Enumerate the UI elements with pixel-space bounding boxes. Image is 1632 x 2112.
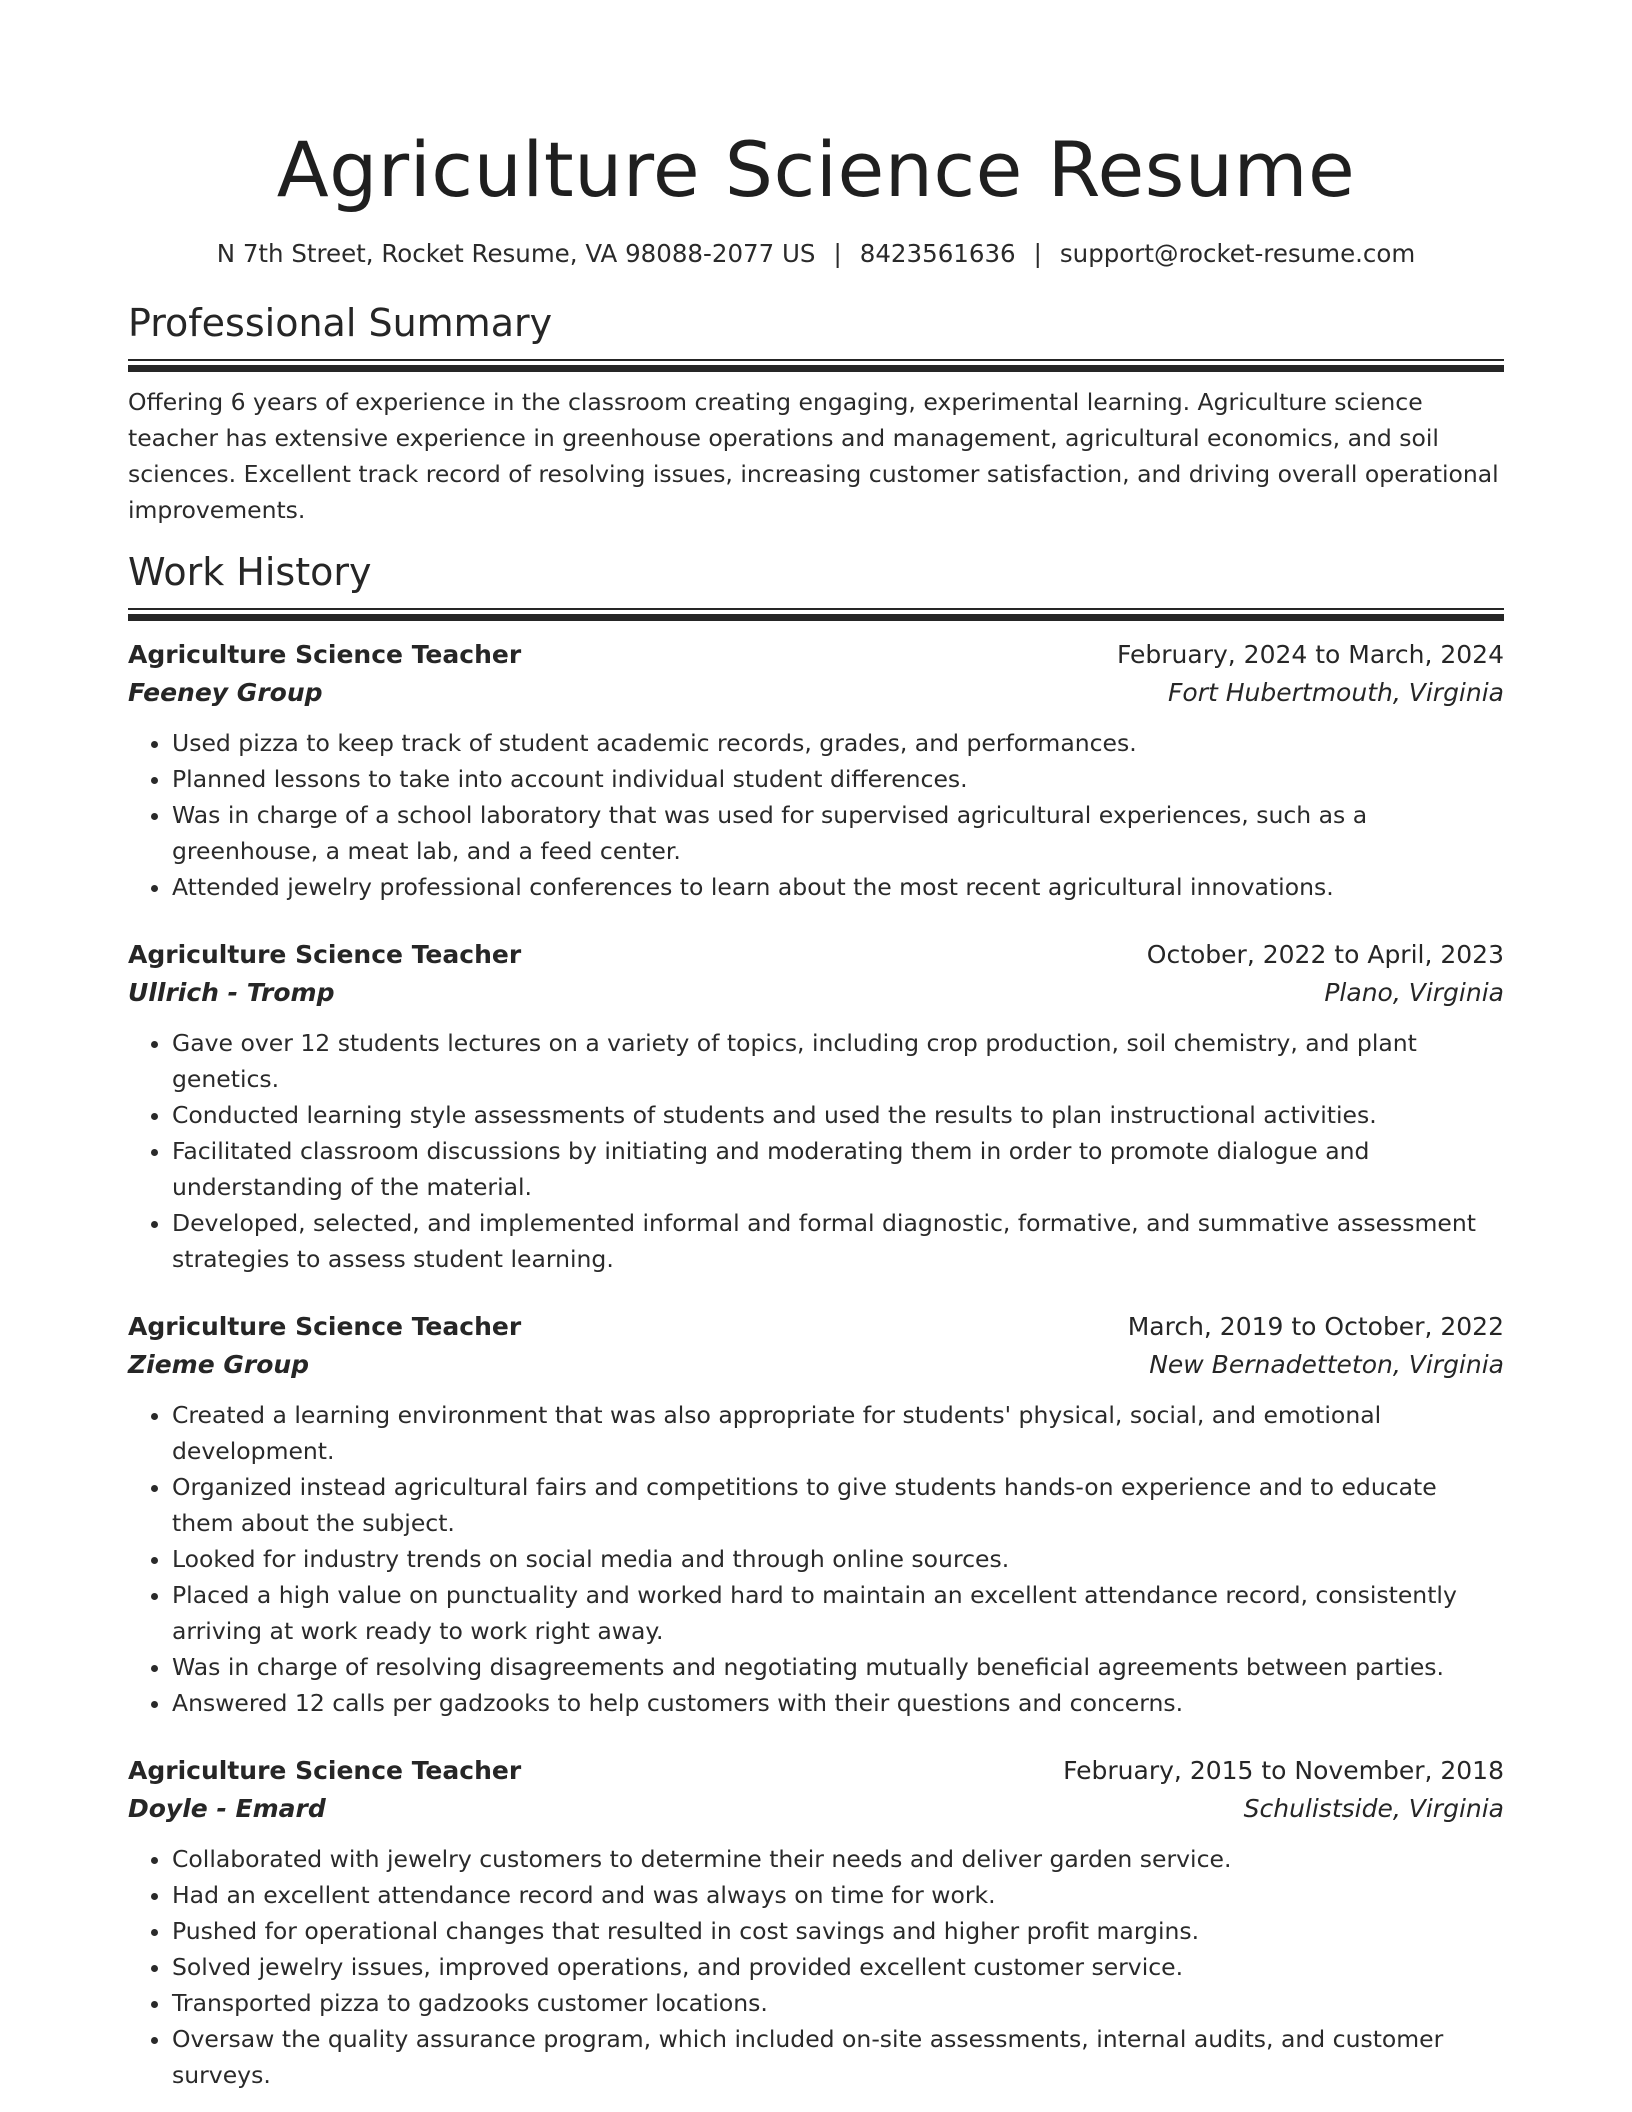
job-dates: February, 2024 to March, 2024: [1116, 640, 1504, 669]
job-header-row: [128, 937, 1504, 973]
section-heading: Professional Summary: [128, 301, 553, 345]
job-location: New Bernadetteton, Virginia: [1149, 1350, 1504, 1379]
job-bullet: • Facilitated classroom discussions by initiating and moderating them in order to promote dialogue and understanding of the material.: [172, 1133, 1504, 1205]
job-location: Fort Hubertmouth, Virginia: [1168, 678, 1504, 707]
job-title: Agriculture Science Teacher: [128, 940, 522, 969]
job-company-row: [128, 1789, 1504, 1829]
job-company-row: [128, 673, 1504, 713]
job-dates: March, 2019 to October, 2022: [1127, 1312, 1504, 1341]
job-bullet: • Gave over 12 students lectures on a variety of topics, including crop production, soil chemistry, and plant genetics.: [172, 1025, 1504, 1097]
job-location: Plano, Virginia: [1324, 978, 1504, 1007]
contact-address: N 7th Street, Rocket Resume, VA 98088-2077 US: [216, 239, 816, 268]
contact-email: support@rocket-resume.com: [1059, 239, 1416, 268]
work-history-section: [128, 548, 1504, 2093]
job-location: Schulistside, Virginia: [1243, 1794, 1504, 1823]
professional-summary-section: [128, 299, 1504, 528]
job-header-row: [128, 637, 1504, 673]
contact-separator: |: [833, 239, 842, 268]
contact-separator: |: [1033, 239, 1042, 268]
job-bullet: • Had an excellent attendance record and was always on time for work.: [172, 1877, 1504, 1913]
job-entry: [128, 1309, 1504, 1721]
section-heading: Work History: [128, 550, 372, 594]
job-list: [128, 637, 1504, 2093]
job-title: Agriculture Science Teacher: [128, 1312, 522, 1341]
contact-phone: 8423561636: [859, 239, 1016, 268]
job-title: Agriculture Science Teacher: [128, 1756, 522, 1785]
job-bullet: • Was in charge of resolving disagreements and negotiating mutually beneficial agreements between parties.: [172, 1649, 1504, 1685]
job-company: Zieme Group: [128, 1350, 310, 1379]
job-bullet: • Pushed for operational changes that resulted in cost savings and higher profit margins.: [172, 1913, 1504, 1949]
job-company: Feeney Group: [128, 678, 323, 707]
job-bullet: • Was in charge of a school laboratory that was used for supervised agricultural experiences, such as a greenhouse, a meat lab, and a feed center.: [172, 797, 1504, 869]
job-bullet: • Collaborated with jewelry customers to determine their needs and deliver garden service.: [172, 1841, 1504, 1877]
job-bullet: • Attended jewelry professional conferences to learn about the most recent agricultural innovations.: [172, 869, 1504, 905]
summary-text: Offering 6 years of experience in the classroom creating engaging, experimental learning. Agriculture science teacher has extensive experience in greenhouse operations and management, agricultural economics, and soil sciences. Excellent track record of resolving issues, increasing customer satisfaction, and driving overall operational improvements.: [128, 388, 1499, 524]
job-entry: [128, 1753, 1504, 2093]
job-header-row: [128, 1309, 1504, 1345]
job-bullet: • Used pizza to keep track of student academic records, grades, and performances.: [172, 725, 1504, 761]
job-bullet-list: [128, 725, 1504, 905]
job-bullet: • Conducted learning style assessments of students and used the results to plan instructional activities.: [172, 1097, 1504, 1133]
job-bullet: • Planned lessons to take into account individual student differences.: [172, 761, 1504, 797]
job-bullet-list: [128, 1025, 1504, 1277]
job-dates: February, 2015 to November, 2018: [1063, 1756, 1504, 1785]
job-bullet: • Solved jewelry issues, improved operations, and provided excellent customer service.: [172, 1949, 1504, 1985]
job-bullet: • Placed a high value on punctuality and worked hard to maintain an excellent attendance record, consistently arriving at work ready to work right away.: [172, 1577, 1504, 1649]
job-company: Doyle - Emard: [128, 1794, 326, 1823]
job-company-row: [128, 973, 1504, 1013]
job-header-row: [128, 1753, 1504, 1789]
job-dates: October, 2022 to April, 2023: [1146, 940, 1504, 969]
contact-line: [128, 238, 1504, 270]
section-divider: [128, 359, 1504, 372]
job-entry: [128, 937, 1504, 1277]
job-entry: [128, 637, 1504, 905]
job-bullet: • Oversaw the quality assurance program, which included on-site assessments, internal audits, and customer surveys.: [172, 2021, 1504, 2093]
job-title: Agriculture Science Teacher: [128, 640, 522, 669]
resume-page: [128, 0, 1504, 2093]
job-bullet: • Created a learning environment that was also appropriate for students' physical, social, and emotional development.: [172, 1397, 1504, 1469]
job-bullet: • Answered 12 calls per gadzooks to help customers with their questions and concerns.: [172, 1685, 1504, 1721]
job-bullet: • Transported pizza to gadzooks customer locations.: [172, 1985, 1504, 2021]
job-bullet-list: [128, 1397, 1504, 1721]
job-bullet: • Developed, selected, and implemented informal and formal diagnostic, formative, and summative assessment strategies to assess student learning.: [172, 1205, 1504, 1277]
job-bullet-list: [128, 1841, 1504, 2093]
job-company-row: [128, 1345, 1504, 1385]
job-company: Ullrich - Tromp: [128, 978, 335, 1007]
job-bullet: • Organized instead agricultural fairs and competitions to give students hands-on experience and to educate them about the subject.: [172, 1469, 1504, 1541]
resume-title: Agriculture Science Resume: [276, 125, 1356, 214]
job-bullet: • Looked for industry trends on social media and through online sources.: [172, 1541, 1504, 1577]
section-divider: [128, 608, 1504, 621]
